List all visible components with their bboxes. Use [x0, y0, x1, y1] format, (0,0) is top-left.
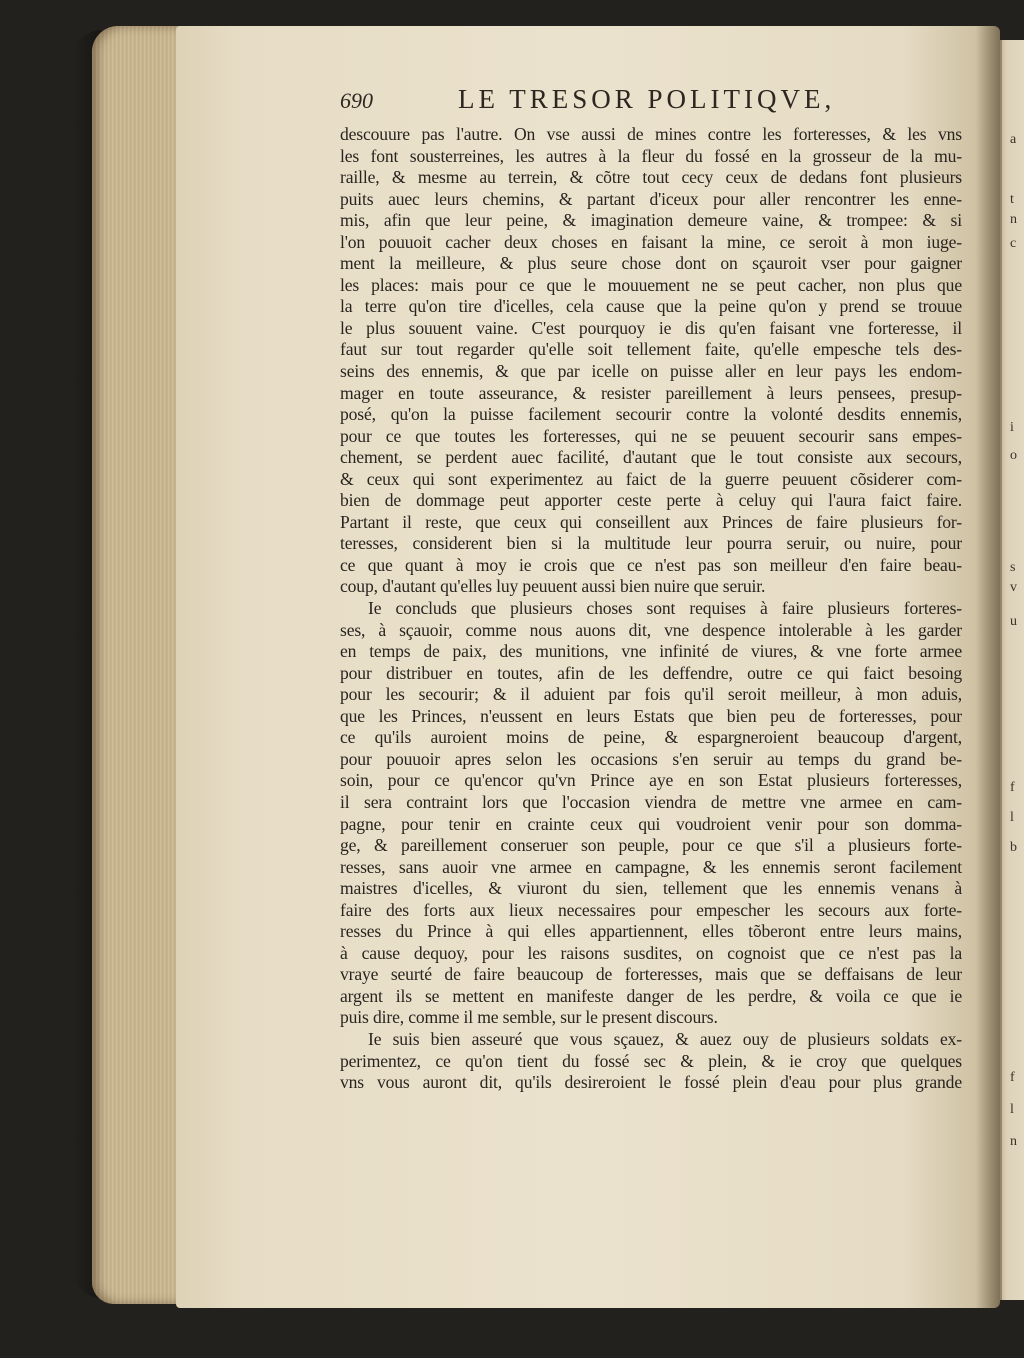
text-line: à cause dequoy, pour les raisons susdites, on cognoist que ce n'est pas la: [340, 942, 962, 963]
text-line: ment la meilleure, & plus seure chose dont on sçauroit vser pour gaigner: [340, 253, 962, 274]
text-line: pour les secourir; & il aduient par fois qu'il seroit meilleur, à mon aduis,: [340, 684, 962, 705]
text-line: perimentez, ce qu'on tient du fossé sec & plein, & ie croy que quelques: [340, 1050, 962, 1071]
text-line: maistres d'icelles, & viuront du sien, tellement que les ennemis venans à: [340, 878, 962, 899]
facing-page-letter: f: [1010, 780, 1015, 795]
text-line: pour ce que toutes les forteresses, qui ne se peuuent secourir sans empes-: [340, 425, 962, 446]
facing-page-letter: l: [1010, 1102, 1014, 1117]
text-line: seins des ennemis, & que par icelle on puisse aller en leur pays les endom-: [340, 361, 962, 382]
text-line: le plus souuent vaine. C'est pourquoy ie dis qu'en faisant vne forteresse, il: [340, 317, 962, 338]
text-line: pour distribuer en toutes, afin de les deffendre, outre ce qui faict besoing: [340, 662, 962, 683]
facing-page-letter: i: [1010, 420, 1014, 435]
facing-page-letter: l: [1010, 810, 1014, 825]
facing-page-letter: v: [1010, 580, 1017, 595]
page-number: 690: [340, 88, 373, 113]
text-line: resses du Prince à qui elles appartiennent, elles tõberont entre leurs mains,: [340, 921, 962, 942]
text-line: coup, d'autant qu'elles luy peuuent aussi bien nuire que seruir.: [340, 576, 766, 597]
text-line: ce qu'ils auroient moins de peine, & espargneroient beaucoup d'argent,: [340, 727, 962, 748]
text-line: que les Princes, n'eussent en leurs Estats que bien peu de forteresses, pour: [340, 705, 962, 726]
facing-page-letter: f: [1010, 1070, 1015, 1085]
body-text: [340, 124, 962, 1094]
text-line: puits auec leurs chemins, & partant d'iceux pour aller rencontrer les enne-: [340, 188, 962, 209]
text-line: en temps de paix, des munitions, vne infinité de viures, & vne forte armee: [340, 641, 962, 662]
text-line: posé, qu'on la puisse facilement secourir contre la volonté desdits ennemis,: [340, 404, 962, 425]
text-line: pour pouuoir apres selon les occasions s'en seruir au temps du grand be-: [340, 748, 962, 769]
text-line: vraye seurté de faire beaucoup de forteresses, mais que se deffaisans de leur: [340, 964, 962, 985]
text-line: resses, sans auoir vne armee en campagne, & les ennemis seront facilement: [340, 856, 962, 877]
text-line: raille, & mesme au terrein, & cõtre tout cecy ceux de dedans font plusieurs: [340, 167, 962, 188]
running-title: LE TRESOR POLITIQVE,: [458, 84, 836, 114]
text-line: les font sousterreines, les autres à la fleur du fossé en la grosseur de la mu-: [340, 145, 962, 166]
text-line: faire des forts aux lieux necessaires pour empescher les secours aux forte-: [340, 899, 962, 920]
text-line: les places: mais pour ce que le mouuement ne se peut cacher, non plus que: [340, 274, 962, 295]
text-line: il sera contraint lors que l'occasion viendra de mettre vne armee en cam-: [340, 791, 962, 812]
text-line: argent ils se mettent en manifeste danger de les perdre, & voila ce que ie: [340, 985, 962, 1006]
text-line: & ceux qui sont experimentez au faict de la guerre peuuent cõsiderer com-: [340, 468, 962, 489]
facing-page-letter: s: [1010, 560, 1016, 575]
text-line: Partant il reste, que ceux qui conseillent aux Princes de faire plusieurs for-: [340, 511, 962, 532]
text-line: l'on pouuoit cacher deux choses en faisant la mine, ce seroit à mon iuge-: [340, 231, 962, 252]
facing-page-letter: c: [1010, 236, 1017, 251]
book-page-edges: [92, 26, 188, 1304]
text-line: ce que quant à moy ie crois que ce n'est pas son meilleur d'en faire beau-: [340, 554, 962, 575]
text-line: chement, se perdent auec facilité, d'autant que le tout consiste aux secours,: [340, 447, 962, 468]
running-head: [340, 84, 900, 124]
facing-page-letter: t: [1010, 192, 1014, 207]
text-line: soin, pour ce qu'encor qu'vn Prince aye en son Estat plusieurs forteresses,: [340, 770, 962, 791]
text-line: teresses, considerent bien si la multitude leur pourra seruir, ou nuire, pour: [340, 533, 962, 554]
text-line: mis, afin que leur peine, & imagination demeure vaine, & trompee: & si: [340, 210, 962, 231]
text-line: faut sur tout regarder qu'elle soit tellement faite, qu'elle empesche tels des-: [340, 339, 962, 360]
gutter-shadow: [976, 26, 1002, 1308]
text-line: vns vous auront dit, qu'ils desireroient le fossé plein d'eau pour plus grande: [340, 1072, 962, 1093]
facing-page-letter: n: [1010, 1134, 1017, 1149]
text-line: mager en toute asseurance, & resister pareillement à leurs pensees, presup-: [340, 382, 962, 403]
facing-page-letter: a: [1010, 132, 1017, 147]
text-line: ses, à sçauoir, comme nous auons dit, vne despence intolerable à les garder: [340, 619, 962, 640]
facing-page-letter: b: [1010, 840, 1017, 855]
text-line: Ie suis bien asseuré que vous sçauez, & auez ouy de plusieurs soldats ex-: [368, 1028, 962, 1049]
facing-page-letter: n: [1010, 212, 1017, 227]
facing-page-letter: u: [1010, 614, 1017, 629]
text-line: pagne, pour tenir en crainte ceux qui voudroient venir pour son domma-: [340, 813, 962, 834]
text-line: descouure pas l'autre. On vse aussi de mines contre les forteresses, & les vns: [340, 124, 962, 144]
facing-page-letter: o: [1010, 448, 1017, 463]
text-line: la terre qu'on tire d'icelles, cela cause que la peine qu'on y prend se trouue: [340, 296, 962, 317]
text-line: puis dire, comme il me semble, sur le present discours.: [340, 1007, 718, 1028]
text-line: Ie concluds que plusieurs choses sont requises à faire plusieurs forteres-: [368, 598, 962, 619]
text-line: bien de dommage peut apporter ceste perte à celuy qui l'aura faict faire.: [340, 490, 962, 511]
text-line: ge, & pareillement conseruer son peuple, pour ce que s'il a plusieurs forte-: [340, 835, 962, 856]
